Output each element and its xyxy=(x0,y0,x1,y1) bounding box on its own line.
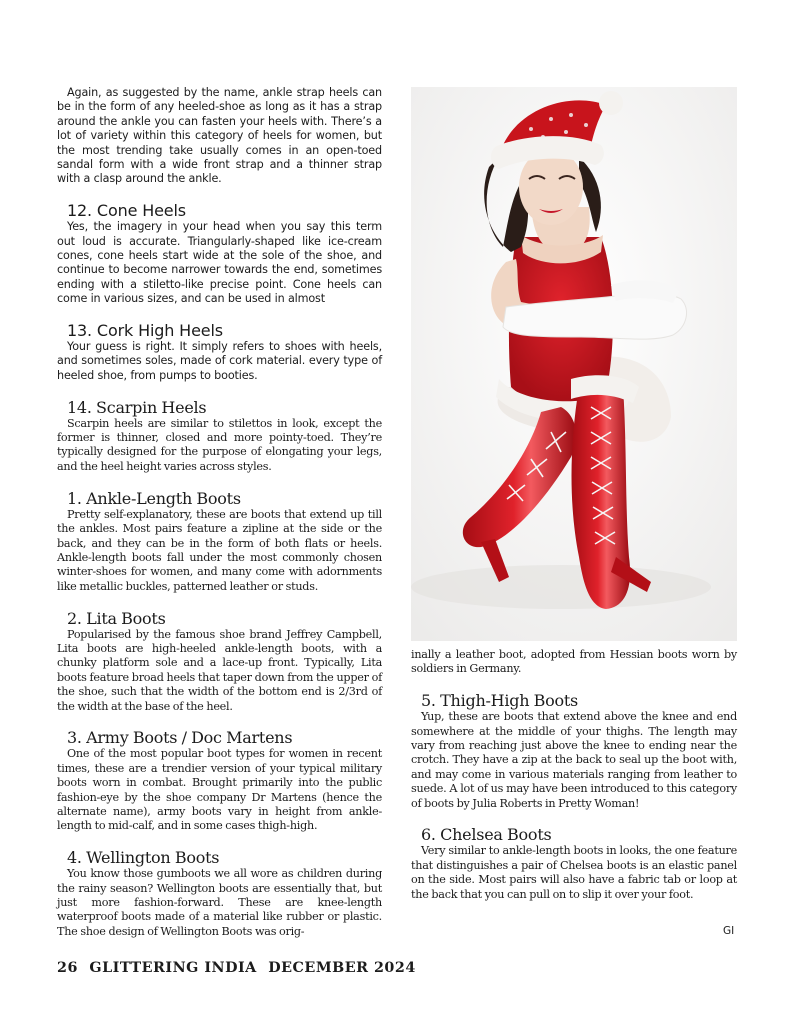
section-body-scarpin-heels: Scarpin heels are similar to stilettos in look, except the former is thinner, closed and more pointy-toed. They’re typically designed for the purpose of elongating your legs, and the heel height varies across styles. xyxy=(57,416,382,473)
section-body-cork-heels: Your guess is right. It simply refers to shoes with heels, and sometimes soles, made of cork material. every type of heeled shoe, from pumps to booties. xyxy=(57,340,382,382)
photo-illustration xyxy=(411,87,737,641)
section-title-ankle-length-boots: 1. Ankle-Length Boots xyxy=(67,488,241,508)
section-body-chelsea-boots: Very similar to ankle-length boots in looks, the one feature that distinguishes a pair of Chelsea boots is an elastic panel on the side. Most pairs will also have a fabric tab or loop at the back that you can pull on to slip it over your foot. xyxy=(411,844,737,901)
section-title-army-boots: 3. Army Boots / Doc Martens xyxy=(67,728,293,748)
issue-date: DECEMBER 2024 xyxy=(268,960,416,976)
section-title-thigh-high-boots: 5. Thigh-High Boots xyxy=(421,691,579,711)
section-title-wellington-boots: 4. Wellington Boots xyxy=(67,848,220,868)
right-column xyxy=(411,648,737,902)
section-title-scarpin-heels: 14. Scarpin Heels xyxy=(67,397,207,417)
section-body-lita-boots: Popularised by the famous shoe brand Jeffrey Campbell, Lita boots are high-heeled ankle-length boots, with a chunky platform sole and a lace-up front. Typically, Lita boots feature broad heels that taper down from the upper of the shoe, such that the width of the bottom end is 2/3rd of the width at the base of the heel. xyxy=(57,627,382,713)
section-title-chelsea-boots: 6. Chelsea Boots xyxy=(421,825,552,845)
page-footer xyxy=(57,960,422,976)
section-body-army-boots: One of the most popular boot types for women in recent times, these are a trendier version of your typical military boots worn in combat. Brought primarily into the public fashion-eye by the shoe company Dr Martens (hence the alternate name), army boots vary in height from ankle-length to mid-calf, and in some cases thigh-high. xyxy=(57,747,382,833)
section-body-ankle-length-boots: Pretty self-explanatory, these are boots that extend up till the ankles. Most pairs feature a zipline at the side or the back, and they can be in the form of both flats or heels. Ankle-length boots fall under the most commonly chosen winter-shoes for women, and many come with adornments like metallic buckles, patterned leather or studs. xyxy=(57,507,382,593)
magazine-name: GLITTERING INDIA xyxy=(89,960,257,976)
left-column xyxy=(57,86,382,939)
section-body-cone-heels: Yes, the imagery in your head when you say this term out loud is accurate. Triangularly-shaped like ice-cream cones, cone heels start wide at the sole of the shoe, and continue to become narrower towards the end, sometimes ending with a stiletto-like precise point. Cone heels can come in various sizes, and can be used in almost xyxy=(57,220,382,306)
section-title-cone-heels: 12. Cone Heels xyxy=(67,201,186,221)
santa-costume-photo xyxy=(411,87,737,641)
section-body-thigh-high-boots: Yup, these are boots that extend above the knee and end somewhere at the middle of your thighs. The length may vary from reaching just above the knee to ending near the crotch. They have a zip at the back to seal up the boot with, and may come in various materials ranging from leather to suede. A lot of us may have been introduced to this category of boots by Julia Roberts in Pretty Woman! xyxy=(411,710,737,810)
section-title-lita-boots: 2. Lita Boots xyxy=(67,608,166,628)
section-body-wellington-boots: You know those gumboots we all wore as children during the rainy season? Wellington boots are essentially that, but just more fashion-forward. These are knee-length waterproof boots made of a material like rubber or plastic. The shoe design of Wellington Boots was orig- xyxy=(57,867,382,938)
article-signoff: GI xyxy=(723,925,735,937)
page-number: 26 xyxy=(57,960,78,976)
section-title-cork-heels: 13. Cork High Heels xyxy=(67,321,223,341)
continuation-paragraph: inally a leather boot, adopted from Hessian boots worn by soldiers in Germany. xyxy=(411,648,737,676)
intro-paragraph: Again, as suggested by the name, ankle strap heels can be in the form of any heeled-shoe as long as it has a strap around the ankle you can fasten your heels with. There’s a lot of variety within this category of heels for women, but the most trending take usually comes in an open-toed sandal form with a wide front strap and a thinner strap with a clasp around the ankle. xyxy=(57,86,382,186)
